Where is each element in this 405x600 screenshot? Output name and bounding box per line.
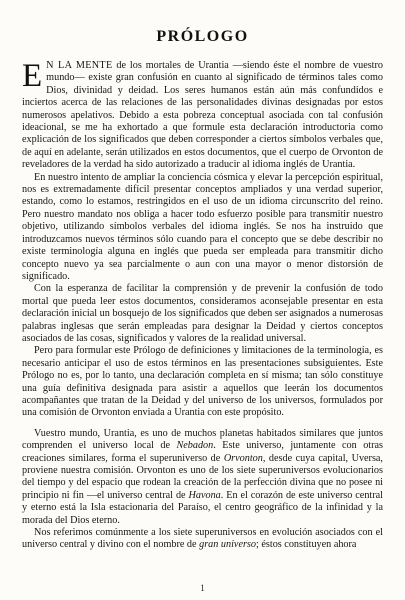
drop-cap: E [22, 58, 43, 94]
intro-text: de los mortales de Urantia —siendo éste el nombre de vuestro mundo— existe gran confusión en cuanto al significado de términos tales como Dios, divinidad y deidad. Los seres humanos están aún más confundidos e inciertos acerca de las relaciones de las personalidades divinas designadas por estos numerosos apelativos. Debido a esta pobreza conceptual asociada con tal confusión ideacional, se me ha exhortado a que formule esta declaración introductoria como explicación de los significados que deben corresponder a ciertos símbolos verbales que, de aquí en adelante, serán utilizados en estos documentos, que el cuerpo de Orvonton de reveladores de la verdad ha sido autorizado a traducir al idioma inglés de Urantia. [22, 60, 383, 171]
para5-text-b: . Este universo, juntamente con otras creaciones similares, forma el superuniverso de [22, 440, 383, 464]
page-number: 1 [200, 583, 205, 593]
para6-text-b: ; éstos constituyen ahora [256, 539, 357, 551]
intro-paragraph [22, 60, 383, 172]
term-nebadon: Nebadon [176, 440, 214, 452]
paragraph-5 [22, 428, 383, 527]
term-gran-universo: gran universo [199, 539, 256, 551]
paragraph-4: Pero para formular este Prólogo de definiciones y limitaciones de la terminología, es necesario anticipar el uso de estos términos en las presentaciones subsiguientes. Este Prólogo no es, por lo tanto, una declaración completa en sí misma; tan sólo constituye una guía definitiva designada para asistir a aquellos que leerán los documentos acompañantes que tratan de la Deidad y del universo de los universos, formulados por una comisión de Orvonton enviada a Urantia con este propósito. [22, 345, 383, 419]
para5-text-a: Vuestro mundo, Urantia, es uno de muchos planetas habitados similares que juntos comprenden el universo local de [22, 427, 383, 452]
term-havona: Havona [188, 489, 221, 501]
paragraph-2: En nuestro intento de ampliar la conciencia cósmica y elevar la percepción espiritual, nos es extremadamente difícil presentar conceptos ampliados y una verdad superior, estando, como lo estamos, restringidos en el uso de un idioma circunscrito del reino. Pero nuestro mandato nos obliga a hacer todo esfuerzo posible para transmitir nuestro objetivo, utilizando símbolos verbales del idioma inglés. Se nos ha instruido que introduzcamos nuevos términos sólo cuando para el concepto que se debe describir no existe terminología alguna en inglés que pueda ser empleada para transmitir dicho concepto nuevo ya sea parcialmente o aun con una mayor o menor distorsión de significado. [22, 171, 383, 282]
intro-lead: N LA MENTE [46, 60, 113, 71]
para6-text-a: Nos referimos comúnmente a los siete superuniversos en evolución asociados con el universo central y divino con el nombre de [22, 527, 383, 551]
para5-text-d: . En el corazón de este universo central y eterno está la Isla estacionaria del Paraíso, el centro geográfico de la infinidad y la morada del Dios eterno. [22, 489, 383, 526]
paragraph-6 [22, 527, 383, 552]
body-text [22, 60, 383, 552]
para5-text-c: , desde cuya capital, Uversa, proviene nuestra comisión. Orvonton es uno de los siete superuniversos evolucionarios del tiempo y del espacio que rodean la creación de la perfección divina que no posee ni principio ni fin —el universo central de [22, 452, 383, 501]
term-orvonton: Orvonton [223, 452, 263, 464]
paragraph-3: Con la esperanza de facilitar la comprensión y de prevenir la confusión de todo mortal que pueda leer estos documentos, consideramos aconsejable presentar en esta declaración inicial un bosquejo de los significados que deben ser asignados a numerosas palabras inglesas que serán empleadas para designar la Deidad y ciertos conceptos asociados de las cosas, significados y valores de la realidad universal. [22, 283, 383, 344]
page-title: PRÓLOGO [156, 28, 249, 45]
